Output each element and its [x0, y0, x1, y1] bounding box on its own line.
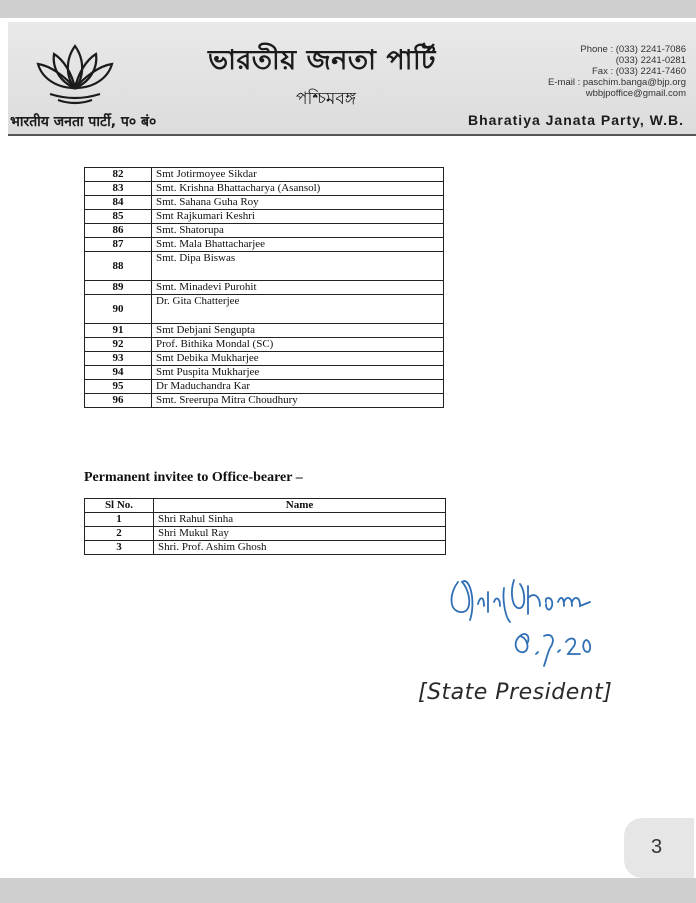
member-name: Smt. Krishna Bhattacharya (Asansol): [152, 182, 444, 196]
member-row: [85, 380, 444, 394]
member-name: Smt. Dipa Biswas: [152, 252, 444, 281]
phone-line-2: (033) 2241-0281: [615, 55, 686, 66]
member-number: 84: [85, 196, 152, 210]
phone-line-1: Phone : (033) 2241-7086: [580, 44, 686, 55]
member-number: 92: [85, 338, 152, 352]
invitees-table: [84, 498, 446, 555]
invitee-row: [85, 541, 446, 555]
member-number: 95: [85, 380, 152, 394]
state-name-bengali: পশ্চিমবঙ্গ: [296, 89, 357, 109]
handwritten-signature: [440, 562, 610, 672]
party-name-bengali: ভারতীয় জনতা পার্টি: [208, 45, 436, 76]
member-name: Smt. Mala Bhattacharjee: [152, 238, 444, 252]
member-row: [85, 224, 444, 238]
email-line-2: wbbjpoffice@gmail.com: [585, 88, 686, 99]
party-name-hindi: भारतीय जनता पार्टी, प० बं०: [10, 114, 157, 130]
member-row: [85, 352, 444, 366]
member-row: [85, 324, 444, 338]
designation-text: [State President]: [418, 680, 613, 705]
member-number: 82: [85, 168, 152, 182]
invitees-header-row: [85, 499, 446, 513]
fax-line: Fax : (033) 2241-7460: [591, 66, 686, 77]
member-name: Smt Debika Mukharjee: [152, 352, 444, 366]
member-name: Smt. Minadevi Purohit: [152, 281, 444, 295]
member-row: [85, 366, 444, 380]
member-name: Smt. Shatorupa: [152, 224, 444, 238]
member-number: 94: [85, 366, 152, 380]
member-row: [85, 338, 444, 352]
member-name: Smt Jotirmoyee Sikdar: [152, 168, 444, 182]
document-page: [0, 18, 696, 878]
member-number: 91: [85, 324, 152, 338]
member-number: 96: [85, 394, 152, 408]
member-name: Smt. Sreerupa Mitra Choudhury: [152, 394, 444, 408]
letterhead: [8, 22, 696, 136]
member-row: [85, 210, 444, 224]
member-name: Smt. Sahana Guha Roy: [152, 196, 444, 210]
invitees-section-title: Permanent invitee to Office-bearer –: [84, 470, 303, 485]
member-name: Dr Maduchandra Kar: [152, 380, 444, 394]
email-line-1: E-mail : paschim.banga@bjp.org: [548, 77, 686, 88]
member-row: [85, 238, 444, 252]
member-row: [85, 295, 444, 324]
lotus-logo-icon: [30, 38, 120, 112]
member-row: [85, 182, 444, 196]
member-number: 85: [85, 210, 152, 224]
member-row: [85, 281, 444, 295]
invitee-name: Shri Mukul Ray: [154, 527, 446, 541]
header-name: Name: [154, 499, 446, 513]
member-number: 90: [85, 295, 152, 324]
members-table: [84, 167, 444, 408]
party-name-english: Bharatiya Janata Party, W.B.: [467, 112, 684, 128]
bottom-margin: [0, 878, 696, 903]
invitee-name: Shri Rahul Sinha: [154, 513, 446, 527]
member-number: 87: [85, 238, 152, 252]
contact-block: [476, 44, 686, 99]
member-number: 83: [85, 182, 152, 196]
member-number: 89: [85, 281, 152, 295]
invitee-row: [85, 527, 446, 541]
invitee-row: [85, 513, 446, 527]
member-number: 88: [85, 252, 152, 281]
member-name: Smt Rajkumari Keshri: [152, 210, 444, 224]
member-name: Smt Puspita Mukharjee: [152, 366, 444, 380]
member-number: 86: [85, 224, 152, 238]
member-row: [85, 394, 444, 408]
invitee-number: 2: [85, 527, 154, 541]
top-margin: [0, 0, 696, 18]
member-row: [85, 168, 444, 182]
member-name: Prof. Bithika Mondal (SC): [152, 338, 444, 352]
member-name: Smt Debjani Sengupta: [152, 324, 444, 338]
invitee-number: 1: [85, 513, 154, 527]
header-sl-no: Sl No.: [85, 499, 154, 513]
invitee-name: Shri. Prof. Ashim Ghosh: [154, 541, 446, 555]
member-row: [85, 252, 444, 281]
member-name: Dr. Gita Chatterjee: [152, 295, 444, 324]
invitee-number: 3: [85, 541, 154, 555]
member-row: [85, 196, 444, 210]
page-number: 3: [651, 836, 663, 858]
member-number: 93: [85, 352, 152, 366]
